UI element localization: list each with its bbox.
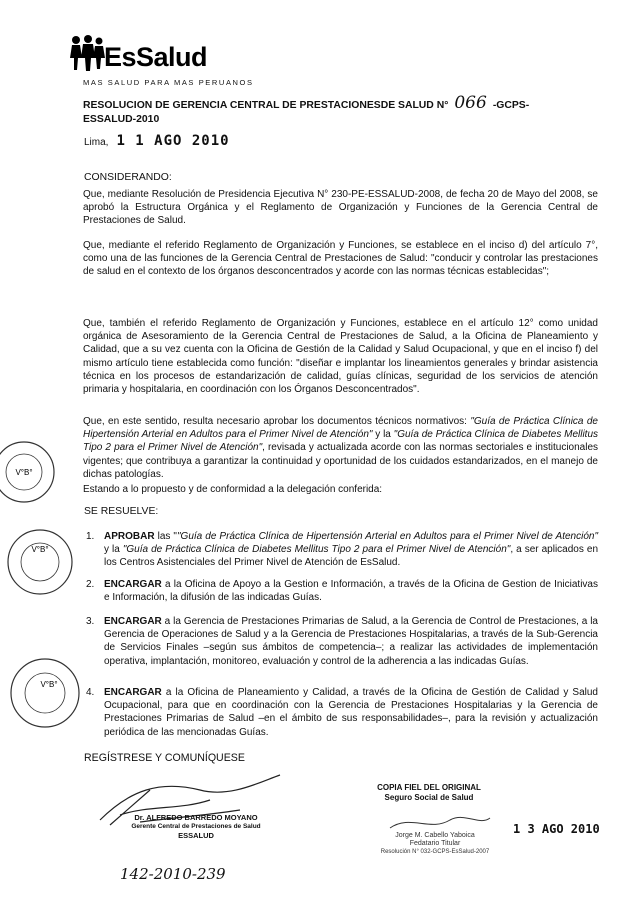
resolution-item-3: 3. ENCARGAR a la Gerencia de Prestaciones Primarias de Salud, a la Gerencia de Control de Prestaciones, a la Gerencia de Operaciones de Salud y a la Gerencia de Prestaciones Hospitalarias, a través de la Sub-Gerencia de Servicios Finales –según sus ámbitos de competencia–; a realizar las actividades de implementación operativa, implantación, monitoreo, evaluación y control de la adherencia a las indicadas Guías. bbox=[86, 616, 598, 667]
copy-stamp-subtitle: Seguro Social de Salud bbox=[384, 793, 474, 802]
fedatario-role: Fedatario Titular bbox=[409, 840, 461, 847]
seal-label-1: V°B° bbox=[15, 468, 33, 477]
approval-seal-icon bbox=[0, 440, 70, 510]
date-place: Lima, bbox=[84, 137, 109, 148]
fedatario-block bbox=[375, 832, 495, 856]
approval-seal-icon bbox=[5, 522, 75, 602]
resuelve-heading: SE RESUELVE: bbox=[84, 506, 159, 517]
resolution-title bbox=[83, 93, 603, 127]
signature-block bbox=[96, 813, 296, 840]
title-text: RESOLUCION DE GERENCIA CENTRAL DE PRESTACIONESDE SALUD N° bbox=[83, 100, 449, 111]
signer-org: ESSALUD bbox=[178, 831, 214, 840]
handwritten-reference: 142-2010-239 bbox=[120, 865, 226, 883]
copy-stamp bbox=[349, 783, 509, 803]
fedatario-resolution: Resolución N° 032-GCPS-EsSalud-2007 bbox=[380, 849, 490, 855]
signer-role: Gerente Central de Prestaciones de Salud bbox=[131, 823, 261, 830]
title-suffix: -GCPS- bbox=[492, 100, 530, 111]
resolution-number: 066 bbox=[454, 93, 487, 113]
paragraph-5: Estando a lo propuesto y de conformidad a la delegación conferida: bbox=[83, 484, 383, 495]
fedatario-name: Jorge M. Cabello Yaboica bbox=[395, 832, 475, 839]
resolution-item-2: 2. ENCARGAR a la Oficina de Apoyo a la Gestion e Información, a través de la Oficina de Gestion de Iniciativas e Información, la difusión de las indicadas Guías. bbox=[86, 579, 598, 604]
title-line2: ESSALUD-2010 bbox=[83, 114, 160, 125]
resolution-item-1: 1. APROBAR las ""Guía de Práctica Clínica de Hipertensión Arterial en Adultos para el Primer Nivel de Atención" y la "Guía de Práctica Clínica de Diabetes Mellitus Tipo 2 para el Primer Nivel de Atención", a ser aplicados en los Centros Asistenciales del Primer Nivel de Atención de EsSalud. bbox=[86, 531, 599, 569]
copy-date-stamp: 1 3 AGO 2010 bbox=[513, 822, 600, 836]
paragraph-4: Que, en este sentido, resulta necesario aprobar los documentos técnicos normativos: "Guía de Práctica Clínica de Hipertensión Arterial en Adultos para el Primer Nivel de Atención" y la "Guía de Práctica Clínica de Diabetes Mellitus Tipo 2 para el Primer Nivel de Atención", revisada y actualizada acorde con las normas sectoriales e institucionales vigentes; que contribuya a garantizar la continuidad y oportunidad de los cuidados estandarizados, en el manejo de dichas patologías. bbox=[83, 416, 599, 480]
signer-name: Dr. ALFREDO BARREDO MOYANO bbox=[134, 813, 258, 822]
tagline: MAS SALUD PARA MAS PERUANOS bbox=[83, 78, 254, 87]
paragraph-3: Que, también el referido Reglamento de Organización y Funciones, establece en el artículo 12° como unidad orgánica de Asesoramiento de la Gerencia Central de Prestaciones de Salud, a la Oficina de Planeamiento y Calidad, que a su vez cuenta con la Oficina de Gestión de la Calidad y Salud Ocupacional, y que en el inciso f) del mismo artículo tiene establecida como función: "diseñar e implantar los lineamientos generales y brindar asistencia técnica en los procesos de estandarización de calidad, guías clínicas, seguridad de los servicios de atención primaria y hospitalaria, en coordinación con los Órganos Desconcentrados". bbox=[83, 318, 598, 396]
paragraph-2: Que, mediante el referido Reglamento de Organización y Funciones, se establece en el inciso d) del artículo 7°, como una de las funciones de la Gerencia Central de Prestaciones de Salud: "conducir y controlar las prestaciones de salud en el contexto de los órganos desconcentrados y acorde con las normas técnicas establecidas"; bbox=[83, 240, 598, 278]
date-stamp: 1 1 AGO 2010 bbox=[116, 133, 230, 149]
approval-seal-icon bbox=[5, 655, 85, 735]
date-line bbox=[84, 133, 230, 149]
closing-line: REGÍSTRESE Y COMUNÍQUESE bbox=[84, 752, 245, 764]
seal-label-3: V°B° bbox=[40, 680, 58, 689]
logo-text: EsSalud bbox=[104, 42, 208, 72]
copy-stamp-title: COPIA FIEL DEL ORIGINAL bbox=[377, 783, 481, 792]
resolution-item-4: 4. ENCARGAR a la Oficina de Planeamiento y Calidad, a través de la Oficina de Gestión de Calidad y Salud Ocupacional, para que en coordinación con la Gerencia de Prestaciones Hospitalarias y la Gerencia de Prestaciones Primarias de Salud –en el ámbito de sus responsabilidades–, para la revisión y actualización periódica de las mencionadas Guías. bbox=[86, 687, 598, 738]
people-logo-icon bbox=[68, 34, 108, 74]
seal-label-2: V°B° bbox=[31, 545, 49, 554]
paragraph-1: Que, mediante Resolución de Presidencia Ejecutiva N° 230-PE-ESSALUD-2008, de fecha 20 de Mayo del 2008, se aprobó la Estructura Orgánica y el Reglamento de Organización y Funciones de la Gerencia Central de Prestaciones de Salud. bbox=[83, 189, 598, 227]
considerando-heading: CONSIDERANDO: bbox=[84, 172, 172, 183]
